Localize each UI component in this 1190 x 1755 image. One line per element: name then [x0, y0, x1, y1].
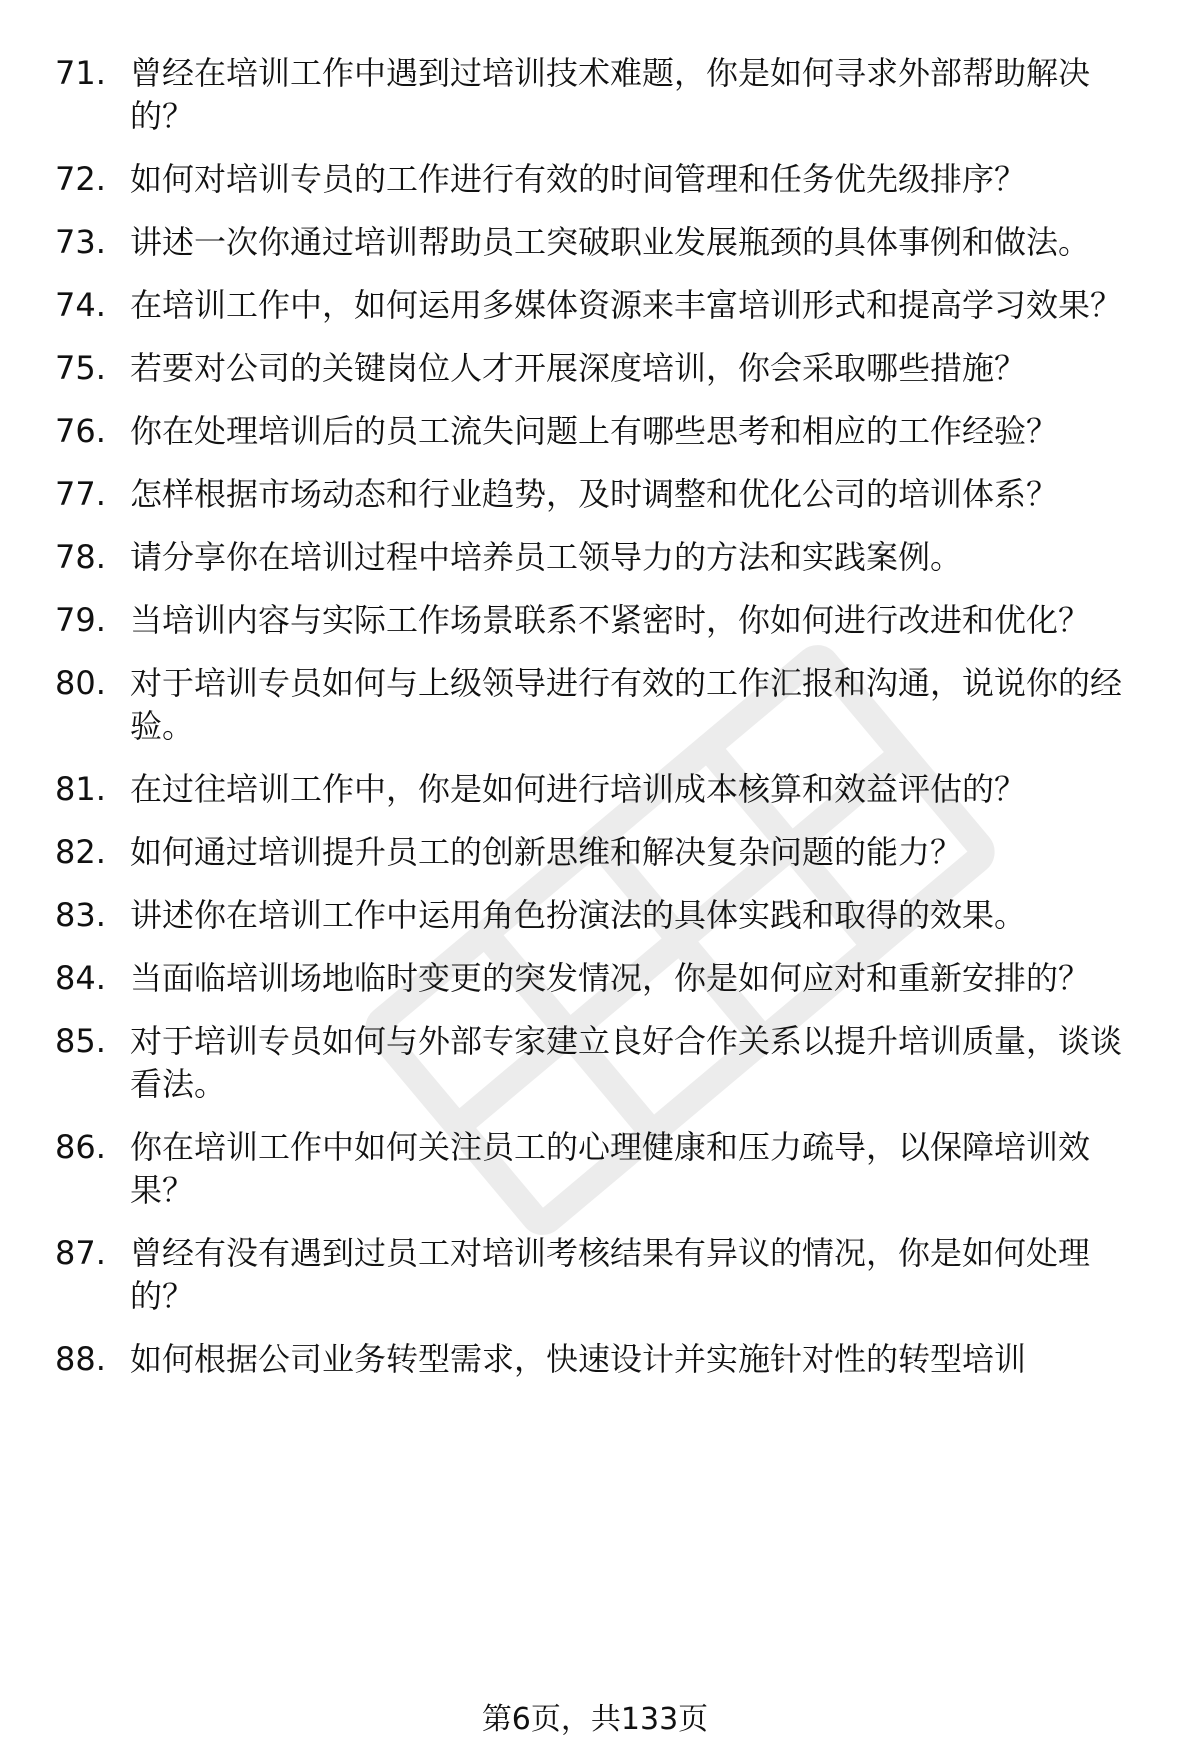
question-text: 你在培训工作中如何关注员工的心理健康和压力疏导，以保障培训效果？ [130, 1128, 1091, 1209]
question-number: 79. [55, 601, 106, 639]
question-item [0, 894, 1190, 937]
question-text: 讲述你在培训工作中运用角色扮演法的具体实践和取得的效果。 [130, 896, 1027, 934]
question-text: 在培训工作中，如何运用多媒体资源来丰富培训形式和提高学习效果？ [130, 286, 1123, 324]
question-text: 讲述一次你通过培训帮助员工突破职业发展瓶颈的具体事例和做法。 [130, 223, 1091, 261]
question-number: 71. [55, 54, 106, 92]
question-item [0, 1020, 1190, 1106]
question-text: 如何对培训专员的工作进行有效的时间管理和任务优先级排序？ [130, 160, 1027, 198]
question-item [0, 599, 1190, 642]
question-text: 当培训内容与实际工作场景联系不紧密时，你如何进行改进和优化？ [130, 601, 1091, 639]
question-number: 80. [55, 664, 106, 702]
question-item [0, 158, 1190, 201]
question-number: 72. [55, 160, 106, 198]
question-item [0, 831, 1190, 874]
question-number: 87. [55, 1234, 106, 1272]
question-text: 对于培训专员如何与上级领导进行有效的工作汇报和沟通，说说你的经验。 [130, 664, 1123, 745]
question-item [0, 662, 1190, 748]
question-text: 对于培训专员如何与外部专家建立良好合作关系以提升培训质量，谈谈看法。 [130, 1022, 1123, 1103]
question-item [0, 957, 1190, 1000]
question-number: 83. [55, 896, 106, 934]
question-number: 76. [55, 412, 106, 450]
question-text: 若要对公司的关键岗位人才开展深度培训，你会采取哪些措施？ [130, 349, 1027, 387]
question-number: 88. [55, 1340, 106, 1378]
question-number: 75. [55, 349, 106, 387]
question-text: 曾经有没有遇到过员工对培训考核结果有异议的情况，你是如何处理的？ [130, 1234, 1091, 1315]
question-text: 请分享你在培训过程中培养员工领导力的方法和实践案例。 [130, 538, 963, 576]
question-item [0, 1232, 1190, 1318]
question-text: 如何通过培训提升员工的创新思维和解决复杂问题的能力？ [130, 833, 963, 871]
question-text: 当面临培训场地临时变更的突发情况，你是如何应对和重新安排的？ [130, 959, 1091, 997]
question-item [0, 473, 1190, 516]
question-number: 84. [55, 959, 106, 997]
question-item [0, 284, 1190, 327]
question-text: 在过往培训工作中，你是如何进行培训成本核算和效益评估的？ [130, 770, 1027, 808]
question-item [0, 410, 1190, 453]
question-list [0, 52, 1190, 1401]
page-number-label: 第6页，共133页 [481, 1702, 709, 1737]
page-footer [0, 1700, 1190, 1740]
question-number: 82. [55, 833, 106, 871]
question-number: 77. [55, 475, 106, 513]
question-text: 曾经在培训工作中遇到过培训技术难题，你是如何寻求外部帮助解决的？ [130, 54, 1091, 135]
question-number: 86. [55, 1128, 106, 1166]
question-item [0, 1338, 1190, 1381]
question-item [0, 52, 1190, 138]
question-item [0, 1126, 1190, 1212]
question-text: 你在处理培训后的员工流失问题上有哪些思考和相应的工作经验？ [130, 412, 1059, 450]
question-text: 如何根据公司业务转型需求，快速设计并实施针对性的转型培训 [130, 1340, 1027, 1378]
question-number: 74. [55, 286, 106, 324]
question-number: 81. [55, 770, 106, 808]
question-number: 78. [55, 538, 106, 576]
question-item [0, 347, 1190, 390]
question-text: 怎样根据市场动态和行业趋势，及时调整和优化公司的培训体系？ [130, 475, 1059, 513]
question-item [0, 768, 1190, 811]
question-item [0, 536, 1190, 579]
question-item [0, 221, 1190, 264]
question-number: 85. [55, 1022, 106, 1060]
question-number: 73. [55, 223, 106, 261]
